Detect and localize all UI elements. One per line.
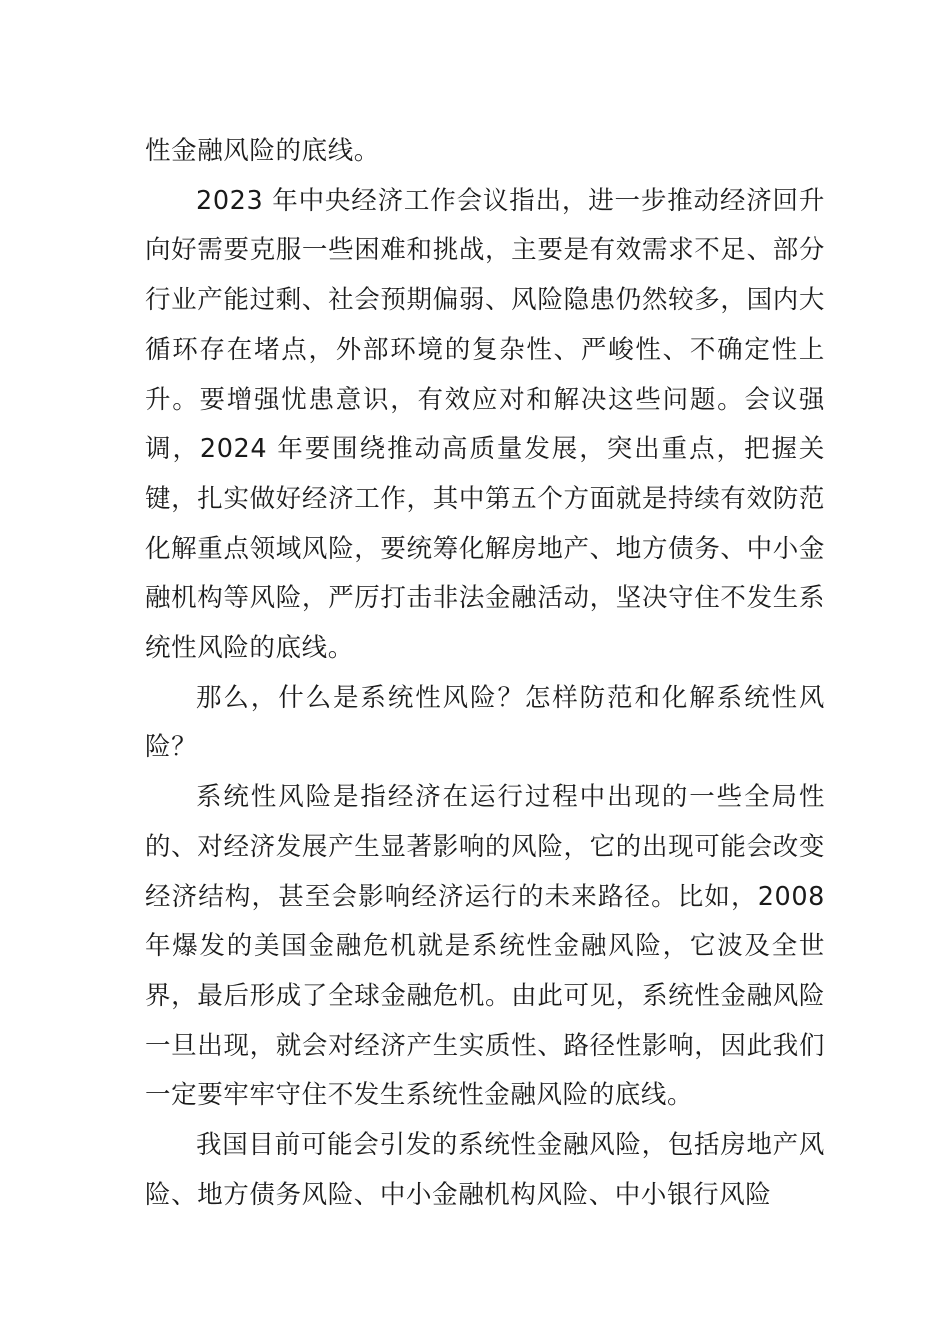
document-body	[145, 127, 825, 1220]
paragraph-4: 系统性风险是指经济在运行过程中出现的一些全局性的、对经济发展产生显著影响的风险，它的出现可能会改变经济结构，甚至会影响经济运行的未来路径。比如，2008 年爆发的美国金融危机就是系统性金融风险，它波及全世界，最后形成了全球金融危机。由此可见，系统性金融风险一旦出现，就会对经济产生实质性、路径性影响，因此我们一定要牢牢守住不发生系统性金融风险的底线。	[145, 782, 825, 1111]
paragraph-3: 那么，什么是系统性风险？怎样防范和化解系统性风险？	[145, 682, 825, 763]
paragraph-2: 2023 年中央经济工作会议指出，进一步推动经济回升向好需要克服一些困难和挑战，主要是有效需求不足、部分行业产能过剩、社会预期偏弱、风险隐患仍然较多，国内大循环存在堵点，外部环境的复杂性、严峻性、不确定性上升。要增强忧患意识，有效应对和解决这些问题。会议强调，2024 年要围绕推动高质量发展，突出重点，把握关键，扎实做好经济工作，其中第五个方面就是持续有效防范化解重点领域风险，要统筹化解房地产、地方债务、中小金融机构等风险，严厉打击非法金融活动，坚决守住不发生系统性风险的底线。	[145, 185, 825, 664]
paragraph-5: 我国目前可能会引发的系统性金融风险，包括房地产风险、地方债务风险、中小金融机构风险、中小银行风险	[145, 1130, 825, 1210]
paragraph-1: 性金融风险的底线。	[145, 136, 380, 166]
